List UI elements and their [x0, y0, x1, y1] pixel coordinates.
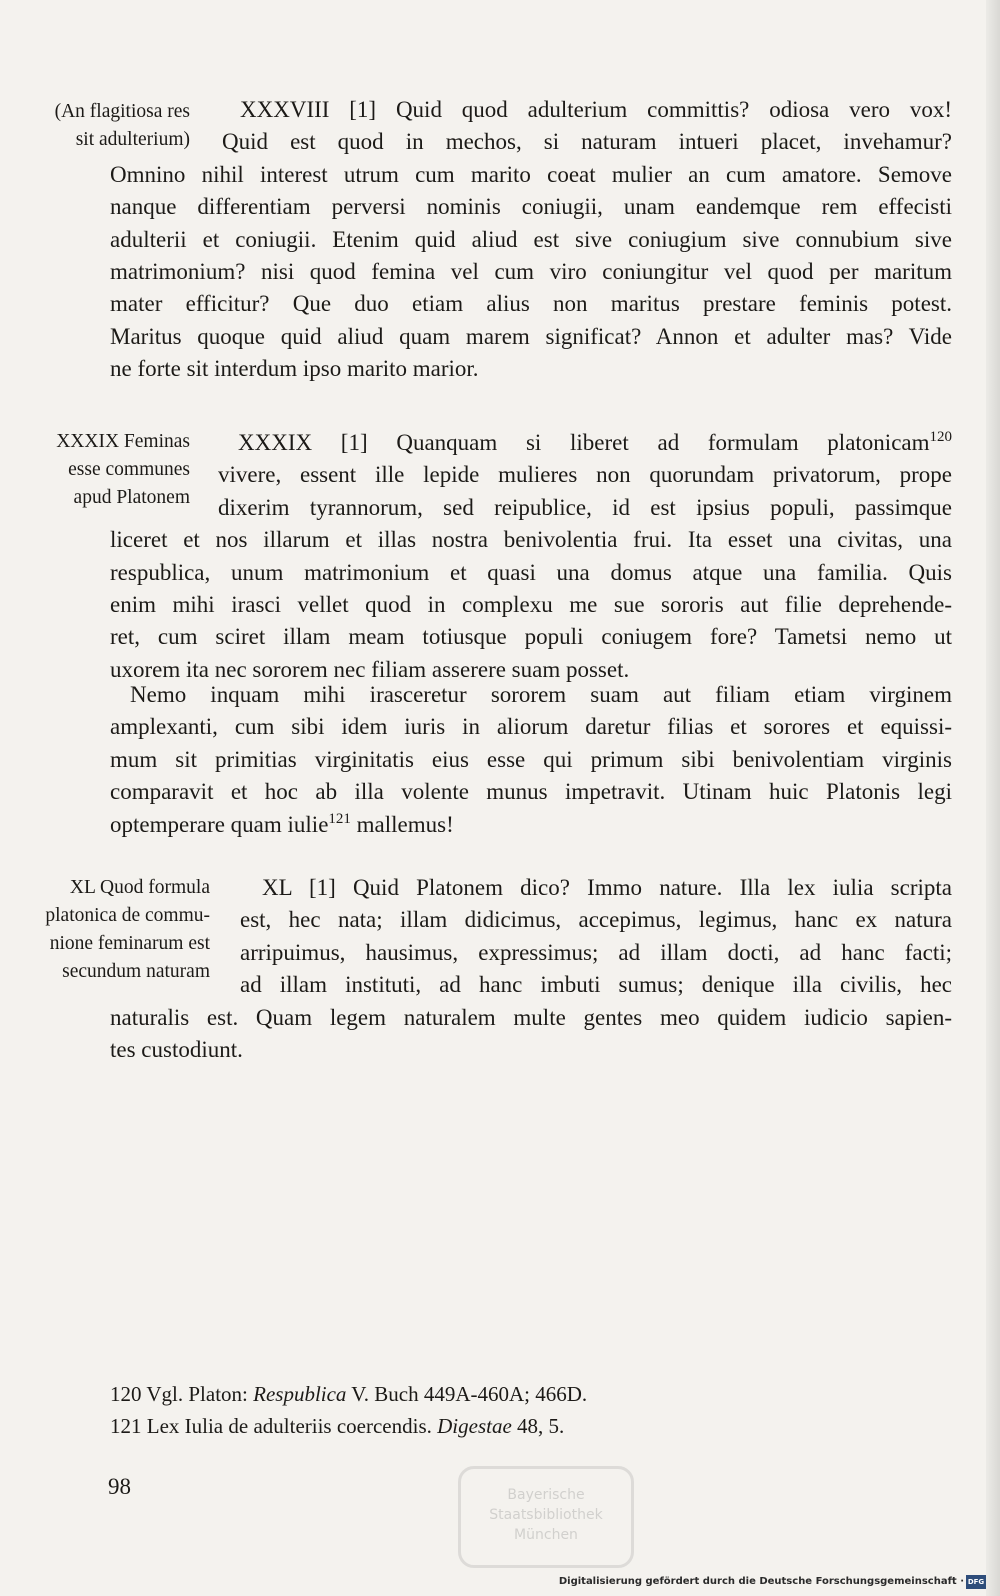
text-line: amplexanti, cum sibi idem iuris in aliorum daretur filias et sorores et equissi-: [110, 714, 952, 740]
footnote-text: Vgl. Platon:: [141, 1382, 254, 1406]
footnote-ref-121: 121: [328, 810, 351, 827]
text-line: comparavit et hoc ab illa volente munus impetravit. Utinam huic Platonis legi: [110, 779, 952, 805]
text-line: adulterii et coniugii. Etenim quid aliud est sive coniugium sive connubium sive: [110, 226, 952, 252]
text-line: XL [1] Quid Platonem dico? Immo nature. Illa lex iulia scripta: [262, 875, 952, 900]
footnote-title: Respublica: [253, 1382, 347, 1406]
margin-note-line: XXXIX Feminas: [56, 431, 190, 452]
library-stamp: [458, 1466, 634, 1568]
footnote-number: 120: [110, 1382, 142, 1406]
digitization-credit: Digitalisierung gefördert durch die Deutsche Forschungsgemeinschaft ·: [558, 1576, 964, 1587]
stamp-line: Bayerische: [507, 1487, 585, 1503]
text-line: uxorem ita nec sororem nec filiam asserere suam posset.: [110, 656, 630, 682]
page-edge: [986, 0, 1000, 1596]
footnotes: [110, 1378, 952, 1442]
paragraph-s38: [110, 94, 952, 386]
stamp-line: Staatsbibliothek: [489, 1507, 603, 1523]
paragraph-s39-2: [110, 679, 952, 841]
stamp-line: München: [514, 1527, 578, 1543]
margin-note-line: apud Platonem: [73, 487, 190, 508]
text-line: naturalis est. Quam legem naturalem multe gentes meo quidem iudicio sapien-: [110, 1004, 952, 1030]
dfg-logo: DFG: [966, 1575, 986, 1589]
text-fragment: optemperare quam iulie: [110, 811, 329, 837]
text-line: matrimonium? nisi quod femina vel cum viro coniungitur vel quod per maritum: [110, 259, 952, 285]
text-line: [238, 427, 952, 459]
text-line: dixerim tyrannorum, sed reipublice, id est ipsius populi, passimque: [218, 494, 952, 520]
text-line: mum sit primitias virginitatis eius esse qui primum sibi benivolentiam virginis: [110, 746, 952, 772]
text-line: est, hec nata; illam didicimus, accepimus, legimus, hanc ex natura: [240, 907, 952, 933]
section-xxxix-opening: XXXIX [1] Quanquam si liberet ad formulam platonicam: [238, 430, 930, 455]
margin-note-line: (An flagitiosa res: [54, 101, 190, 122]
text-line: mater efficitur? Que duo etiam alius non maritus prestare feminis potest.: [110, 291, 952, 317]
footnote-title: Digestae: [437, 1414, 512, 1438]
text-line: Omnino nihil interest utrum cum marito coeat mulier an cum amatore. Semove: [110, 161, 952, 187]
margin-note-line: XL Quod formula: [69, 877, 210, 898]
text-fragment: mallemus!: [350, 811, 454, 837]
margin-note-line: platonica de commu-: [45, 905, 210, 926]
text-line: arripuimus, hausimus, expressimus; ad illam docti, ad hanc facti;: [240, 939, 952, 965]
page-number: 98: [108, 1474, 131, 1499]
text-line: [110, 809, 952, 841]
text-line: respublica, unum matrimonium et quasi una domus atque una familia. Quis: [110, 559, 952, 585]
text-line: ne forte sit interdum ipso marito marior.: [110, 356, 479, 382]
footnote-text: 48, 5.: [511, 1414, 565, 1438]
text-line: ret, cum sciret illam meam totiusque populi coniugem fore? Tametsi nemo ut: [110, 624, 952, 650]
text-line: ad illam instituti, ad hanc imbuti sumus; denique illa civilis, hec: [240, 972, 952, 998]
text-line: XXXVIII [1] Quid quod adulterium committis? odiosa vero vox!: [240, 97, 952, 122]
margin-note-line: sit adulterium): [75, 129, 190, 150]
text-line: liceret et nos illarum et illas nostra benivolentia frui. Ita esset una civitas, una: [110, 527, 952, 553]
text-line: Maritus quoque quid aliud quam marem significat? Annon et adulter mas? Vide: [110, 323, 952, 349]
text-line: tes custodiunt.: [110, 1037, 243, 1063]
paragraph-s40: [110, 872, 952, 1066]
footnote-121: [110, 1410, 952, 1442]
text-line: Nemo inquam mihi irasceretur sororem suam aut filiam etiam virginem: [130, 682, 952, 707]
paragraph-s39: [110, 427, 952, 686]
margin-note-line: nione feminarum est: [49, 933, 210, 954]
text-line: enim mihi irasci vellet quod in complexu me sue sororis aut filie deprehende-: [110, 592, 952, 618]
text-line: nanque differentiam perversi nominis coniugii, unam eandemque rem effecisti: [110, 194, 952, 220]
footnote-number: 121: [110, 1414, 142, 1438]
footnote-text: Lex Iulia de adulteriis coercendis.: [141, 1414, 438, 1438]
margin-note-line: esse communes: [68, 459, 190, 480]
text-line: vivere, essent ille lepide mulieres non quorundam privatorum, prope: [218, 462, 952, 488]
footnote-120: [110, 1378, 952, 1410]
footnote-ref-120: 120: [929, 429, 952, 445]
text-line: Quid est quod in mechos, si naturam intueri placet, invehamur?: [222, 129, 952, 155]
footnote-text: V. Buch 449A-460A; 466D.: [346, 1382, 588, 1406]
margin-note-line: secundum naturam: [62, 961, 210, 982]
